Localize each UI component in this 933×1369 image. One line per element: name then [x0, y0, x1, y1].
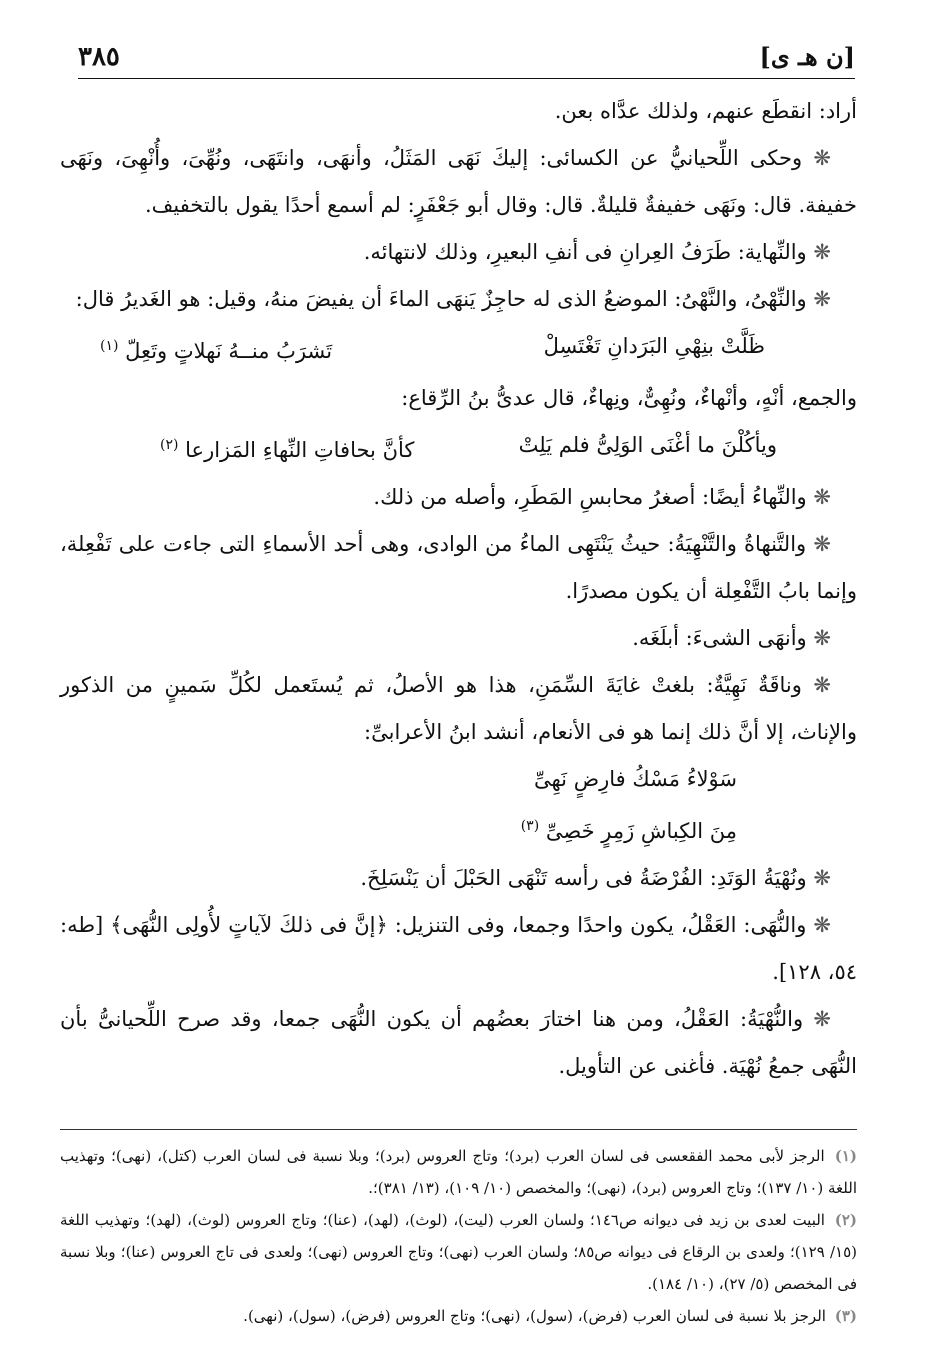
entry-text: والنِّهاية: طَرَفُ العِرانِ فى أنفِ البعيرِ، وذلك لانتهائه. [363, 240, 807, 264]
footnote-text: البيت لعدى بن زيد فى ديوانه ص١٤٦؛ ولسان العرب (ليت)، (لوث)، (لهد)، (عنا)؛ وتاج العروس (لوث)، (لهد)؛ وتهذيب اللغة (١٥/ ١٢٩)؛ ولعدى بن الرقاع فى ديوانه ص٨٥؛ ولسان العرب (نهى)؛ وتاج العروس (نهى)؛ ولعدى فى تاج العروس (عنا)؛ وبلا نسبة فى المخصص (٥/ ٢٧)، (١٠/ ١٨٤). [60, 1211, 857, 1293]
entry-paragraph [60, 902, 857, 996]
asterisk-icon: ❋ [813, 146, 831, 170]
page-number: ٣٨٥ [78, 42, 120, 72]
entry-paragraph [60, 276, 857, 323]
footnote [60, 1140, 857, 1204]
footnote [60, 1204, 857, 1300]
footnotes [60, 1129, 857, 1332]
rajaz-line [60, 756, 857, 803]
asterisk-icon: ❋ [813, 485, 831, 509]
verse-line [60, 422, 857, 474]
asterisk-icon: ❋ [813, 240, 831, 264]
root-label: [ن هـ ى] [759, 42, 855, 71]
rajaz-text: مِنَ الكِباشِ زَمِرٍ خَصِىِّ [545, 819, 737, 843]
entry-text: والنُّهَى: العَقْلُ، يكون واحدًا وجمعا، وفى التنزيل: ﴿إنَّ فى ذلكَ لآياتٍ لأُولِى النُّهَى﴾ [طه: ٥٤، ١٢٨]. [60, 913, 857, 984]
footnote [60, 1300, 857, 1332]
entry-text: وناقَةٌ نَهِيَّةٌ: بلغتْ غايَةَ السِّمَنِ، هذا هو الأصلُ، ثم يُستَعمل لكُلِّ سَمينٍ من الذكور والإناث، إلا أنَّ ذلك إنما هو فى الأنعام، أنشد ابنُ الأعرابىِّ: [60, 673, 857, 744]
entry-paragraph [60, 996, 857, 1090]
main-text [60, 88, 857, 1090]
entry-text: والنُّهْيَةُ: العَقْلُ، ومن هنا اختارَ بعضُهم أن يكون النُّهَى جمعا، وقد صرح اللِّحيانىُّ بأن النُّهَى جمعُ نُهْيَة. فأغنى عن التأويل. [60, 1007, 857, 1078]
asterisk-icon: ❋ [813, 913, 832, 937]
verse-line [60, 323, 857, 375]
rajaz-text: سَوْلاءُ مَسْكُ فارِضٍ نَهِىِّ [534, 767, 737, 791]
verse-text: كأنَّ بحافاتِ النِّهاءِ المَزارعا [185, 438, 415, 462]
footnote-number: (٣) [834, 1307, 857, 1325]
footnote-marker: (٢) [160, 437, 179, 453]
footnote-marker: (٣) [520, 818, 540, 834]
footnote-marker: (١) [100, 338, 119, 354]
asterisk-icon: ❋ [813, 1007, 831, 1031]
entry-text: وحكى اللِّحيانيُّ عن الكسائى: إليكَ نَهَى المَثَلُ، وأنهَى، وانتَهَى، ونُهِّىَ، وأُنْهِىَ، ونَهَى خفيفة. قال: ونَهَى خفيفةٌ قليلةٌ. قال: وقال أبو جَعْفَرٍ: لم أسمع أحدًا يقول بالتخفيف. [60, 146, 857, 217]
entry-paragraph [60, 855, 857, 902]
footnote-number: (١) [834, 1147, 857, 1165]
entry-paragraph [60, 474, 857, 521]
footnote-text: الرجز بلا نسبة فى لسان العرب (فرض)، (سول)، (نهى)؛ وتاج العروس (فرض)، (سول)، (نهى). [243, 1307, 826, 1325]
footnote-number: (٢) [834, 1211, 857, 1229]
verse-hemistich [100, 323, 332, 375]
paragraph-plural: والجمع، أنْهٍ، وأنْهاءٌ، ونُهِىٌّ، ونِهاءٌ، قال عدىُّ بنُ الرِّقاع: [401, 386, 857, 410]
entry-text: والنِّهْىُ، والنَّهْىُ: الموضعُ الذى له حاجِزٌ يَنهَى الماءَ أن يفيضَ منهُ، وقيل: هو الغَديرُ قال: [75, 287, 807, 311]
asterisk-icon: ❋ [813, 532, 831, 556]
entry-paragraph [60, 615, 857, 662]
rajaz-line [60, 803, 857, 855]
entry-paragraph [60, 135, 857, 229]
verse-text: تَشرَبُ منــهُ نَهلاتٍ وتَعِلّ [125, 339, 333, 363]
entry-text: والنِّهاءُ أيضًا: أصغرُ محابسِ المَطَرِ، وأصله من ذلك. [373, 485, 807, 509]
asterisk-icon: ❋ [813, 673, 831, 697]
paragraph-1: أراد: انقطَع عنهم، ولذلك عدَّاه بعن. [554, 99, 857, 123]
verse-hemistich: ظَلَّتْ بنِهْىِ البَرَدانِ تَغْتَسِلْ [543, 334, 765, 358]
entry-text: وأنهَى الشىءَ: أبلَغَه. [632, 626, 807, 650]
asterisk-icon: ❋ [813, 626, 831, 650]
entry-paragraph [60, 521, 857, 615]
entry-text: والتَّنهاةُ والتَّنْهِيَةُ: حيثُ يَنْتَهِى الماءُ من الوادى، وهى أحد الأسماءِ التى جاءت على تَفْعِلة، وإنما بابُ التَّفْعِلة أن يكون مصدرًا. [60, 532, 857, 603]
verse-hemistich: ويأكُلْنَ ما أغْنَى الوَلِىُّ فلم يَلِتْ [518, 433, 777, 457]
verse-hemistich [160, 422, 414, 474]
entry-paragraph [60, 662, 857, 756]
asterisk-icon: ❋ [813, 287, 831, 311]
entry-text: ونُهْيَةُ الوَتَدِ: الفُرْضَةُ فى رأسه تَنْهَى الحَبْلَ أن يَنْسَلِخَ. [360, 866, 807, 890]
asterisk-icon: ❋ [813, 866, 831, 890]
page-header [78, 30, 855, 79]
footnote-text: الرجز لأبى محمد الفقعسى فى لسان العرب (برد)؛ وتاج العروس (برد)؛ وبلا نسبة فى لسان العرب (كتل)، (نهى)؛ وتهذيب اللغة (١٠/ ١٣٧)؛ وتاج العروس (برد)، (نهى)؛ والمخصص (١٠/ ١٠٩)، (١٣/ ٣٨١)؛. [60, 1147, 857, 1197]
entry-paragraph [60, 229, 857, 276]
